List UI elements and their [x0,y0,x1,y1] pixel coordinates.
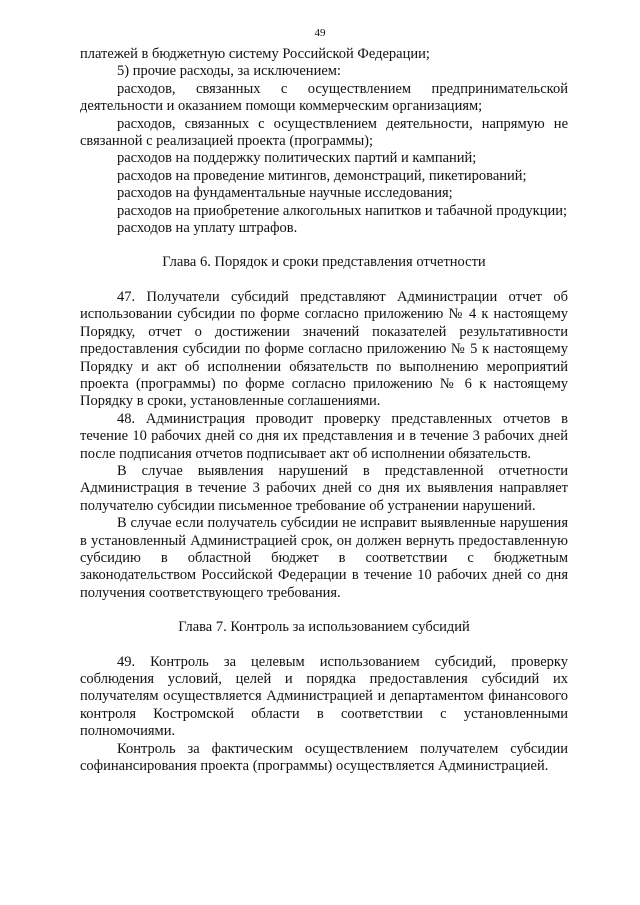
chapter-6-heading: Глава 6. Порядок и сроки представления отчетности [162,254,486,271]
list-item: расходов, связанных с осуществлением деятельности, напрямую не связанной с реализацией проекта (программы); [80,115,568,150]
paragraph: В случае выявления нарушений в представленной отчетности Администрация в течение 3 рабочих дней со дня их выявления направляет получателю субсидии письменное требование об устранении нарушений. [80,462,568,514]
paragraph: платежей в бюджетную систему Российской Федерации; [80,46,430,62]
paragraph: Контроль за фактическим осуществлением получателем субсидии софинансирования проекта (программы) осуществляется Администрацией. [80,740,568,775]
paragraph: В случае если получатель субсидии не исправит выявленные нарушения в установленный Администрацией срок, он должен вернуть предоставленную субсидию в областной бюджет в соответствии с бюджетным законодательством Российской Федерации в течение 10 рабочих дней со дня получения соответствующего требования. [80,515,568,601]
paragraph: 47. Получатели субсидий представляют Администрации отчет об использовании субсидии по форме согласно приложению № 4 к настоящему Порядку, отчет о достижении значений показателей результативности предоставления субсидии по форме согласно приложению № 5 к настоящему Порядку и акт об исполнении обязательств по выполнению мероприятий проекта (программы) по форме согласно приложению № 6 к настоящему Порядку в сроки, установленные соглашениями. [80,288,568,410]
list-item: расходов на проведение митингов, демонстраций, пикетирований; [117,167,527,184]
chapter-7-heading: Глава 7. Контроль за использованием субсидий [178,619,470,636]
paragraph: 49. Контроль за целевым использованием субсидий, проверку соблюдения условий, целей и порядка предоставления субсидий их получателям осуществляется Администрацией и департаментом финансового контроля Костромской области в соответствии с установленными полномочиями. [80,653,568,740]
list-item: 5) прочие расходы, за исключением: [117,63,341,80]
list-item: расходов на поддержку политических партий и кампаний; [117,150,477,167]
list-item: расходов на фундаментальные научные исследования; [117,185,453,202]
list-item: расходов на приобретение алкогольных напитков и табачной продукции; [117,202,568,219]
page-number: 49 [314,27,326,39]
document-body [80,46,568,775]
list-item: расходов, связанных с осуществлением предпринимательской деятельности и оказанием помощи коммерческим организациям; [80,80,568,115]
list-item: расходов на уплату штрафов. [117,220,298,237]
paragraph: 48. Администрация проводит проверку представленных отчетов в течение 10 рабочих дней со дня их представления и в течение 3 рабочих дней после подписания отчетов подписывает акт об исполнении обязательств. [80,410,568,462]
